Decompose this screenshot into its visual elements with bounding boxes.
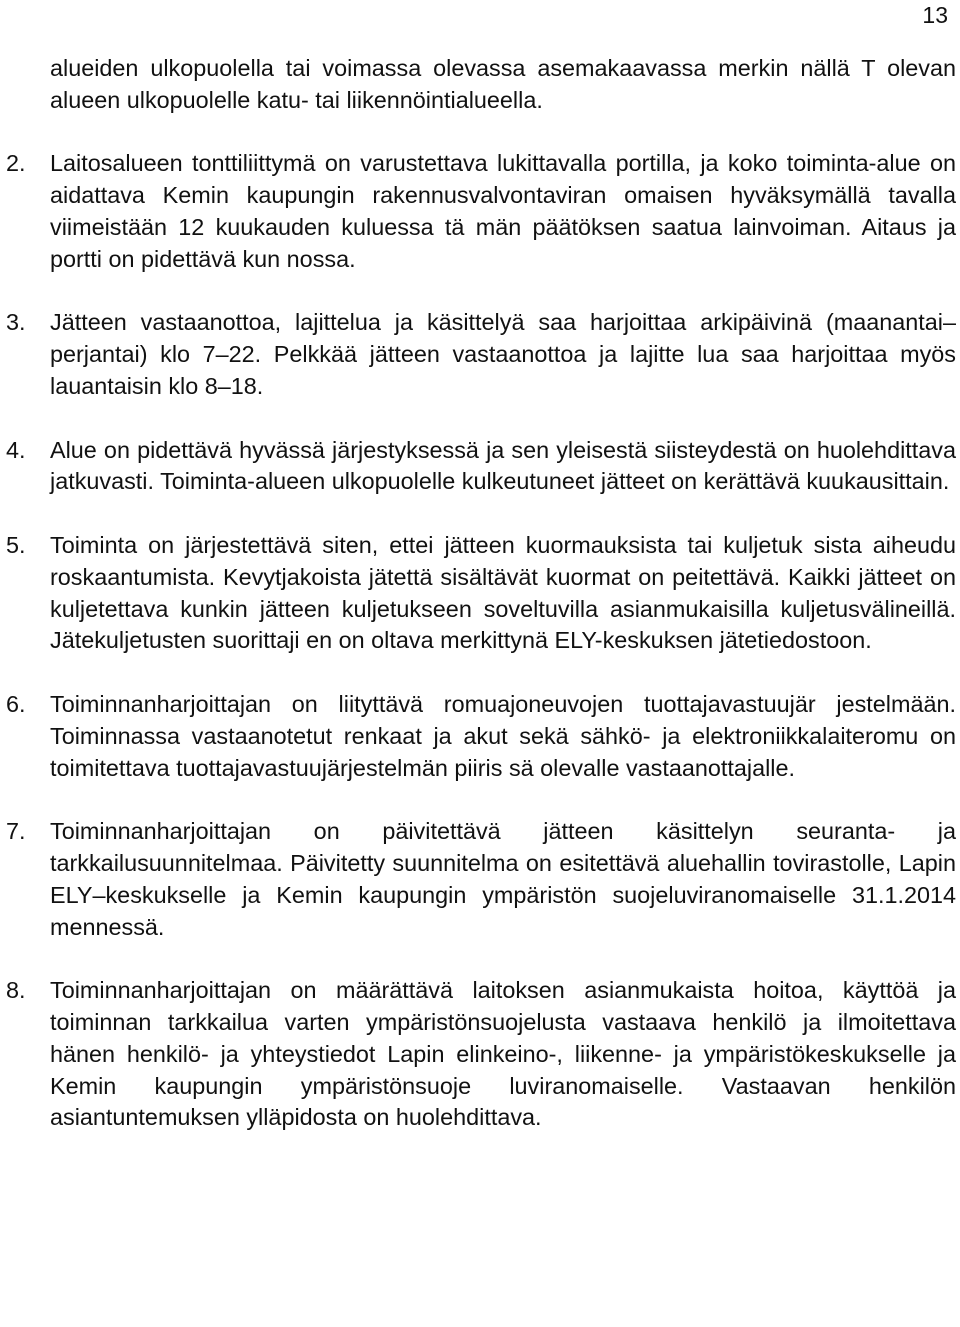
- text-line: nällä T olevan alueen ulkopuolelle katu- tai liikennöintialueella.: [50, 55, 956, 113]
- text-line: suojeluviranomaiselle 31.1.2014 mennessä.: [50, 881, 956, 940]
- text-line: henkilö ja ilmoitettava hänen henkilö- ja yhteystiedot Lapin elinkeino-,: [50, 1008, 956, 1067]
- item-number: 8.: [6, 977, 26, 1004]
- text-line: sä olevalle vastaanottajalle.: [508, 754, 796, 781]
- text-line: Toiminnanharjoittajan on liityttävä romuajoneuvojen tuottajavastuujär: [50, 690, 816, 717]
- item-number: [6, 53, 50, 117]
- list-item-4: [6, 435, 956, 499]
- text-line: jestelmään. Toiminnassa vastaanotetut renkaat ja akut sekä sähkö- ja: [50, 690, 957, 749]
- item-number: 5.: [6, 531, 26, 558]
- list-item-8: [6, 975, 956, 1134]
- paragraph-text: [50, 689, 956, 784]
- text-line: tarkkailusuunnitelmaa. Päivitetty suunnitelma on esitettävä aluehallin: [50, 849, 766, 876]
- document-body: [6, 53, 956, 1166]
- text-line: soveltuvilla asianmukaisilla kuljetusvälineillä. Jätekuljetusten suorittaji: [50, 595, 957, 654]
- text-line: män päätöksen saatua lainvoiman. Aitaus ja portti on pidettävä kun: [50, 213, 957, 272]
- text-line: on huolehdittava jatkuvasti. Toiminta-alueen ulkopuolelle kulkeutuneet: [50, 436, 956, 495]
- text-line: Alue on pidettävä hyvässä järjestyksessä ja sen yleisestä siisteydestä: [50, 436, 777, 463]
- text-line: käyttöä ja toiminnan tarkkailua varten ympäristönsuojelusta vastaava: [50, 977, 957, 1035]
- paragraph-text: [50, 816, 956, 943]
- list-item-6: [6, 689, 956, 784]
- text-line: lua saa harjoittaa myös lauantaisin klo 8–18.: [50, 341, 956, 399]
- text-line: Toiminta on järjestettävä siten, ettei jätteen kuormauksista tai kuljetuk: [50, 531, 803, 558]
- item-number: 6.: [6, 690, 26, 717]
- list-item-5: [6, 530, 956, 657]
- text-line: en on oltava merkittynä ELY-keskuksen jätetiedostoon.: [306, 627, 872, 654]
- list-item-2: [6, 148, 956, 275]
- page-number: 13: [922, 2, 948, 28]
- text-line: huolehdittava.: [395, 1104, 542, 1131]
- paragraph-text: [50, 53, 956, 117]
- paragraph-text: [50, 148, 956, 275]
- paragraph-text: [50, 307, 956, 402]
- item-number: 2.: [6, 150, 26, 177]
- text-line: nossa.: [286, 245, 356, 272]
- list-item-3: [6, 307, 956, 402]
- paragraph-text: [50, 435, 956, 499]
- text-line: toiminta-alue on aidattava Kemin kaupungin rakennusvalvontaviran: [50, 150, 957, 209]
- text-line: elektroniikkalaiteromu on toimitettava tuottajavastuujärjestelmän piiris: [50, 722, 957, 781]
- item-number: 3.: [6, 309, 26, 336]
- text-line: sista aiheudu roskaantumista. Kevytjakoista jätettä sisältävät kuormat: [50, 531, 957, 590]
- text-line: alueiden ulkopuolella tai voimassa olevassa asemakaavassa merkin: [50, 55, 789, 81]
- text-line: Jätteen vastaanottoa, lajittelua ja käsittelyä saa harjoittaa arkipäivinä: [50, 309, 813, 336]
- text-line: Toiminnanharjoittajan on määrättävä laitoksen asianmukaista hoitoa,: [50, 977, 824, 1004]
- text-line: (maanantai–perjantai) klo 7–22. Pelkkää jätteen vastaanottoa ja lajitte: [50, 309, 957, 368]
- item-number: 7.: [6, 818, 26, 845]
- item-number: 4.: [6, 436, 26, 463]
- text-line: liikenne- ja ympäristökeskukselle ja Kemin kaupungin ympäristönsuoje: [50, 1040, 957, 1099]
- paragraph-text: [50, 975, 956, 1134]
- paragraph-continuation: [6, 53, 956, 117]
- list-item-7: [6, 816, 956, 943]
- paragraph-text: [50, 530, 956, 657]
- text-line: Laitosalueen tonttiliittymä on varustettava lukittavalla portilla, ja koko: [50, 150, 778, 177]
- text-line: Toiminnanharjoittajan on päivitettävä jätteen käsittelyn seuranta- ja: [50, 818, 956, 845]
- text-line: omaisen hyväksymällä tavalla viimeistään 12 kuukauden kuluessa tä: [50, 182, 957, 240]
- text-line: on peitettävä. Kaikki jätteet on kuljetettava kunkin jätteen kuljetukseen: [50, 563, 956, 622]
- text-line: luviranomaiselle. Vastaavan henkilön asiantuntemuksen ylläpidosta on: [50, 1072, 956, 1131]
- text-line: jätteet on kerättävä kuukausittain.: [600, 468, 950, 495]
- text-line: tovirastolle, Lapin ELY–keskukselle ja Kemin kaupungin ympäristön: [50, 849, 956, 908]
